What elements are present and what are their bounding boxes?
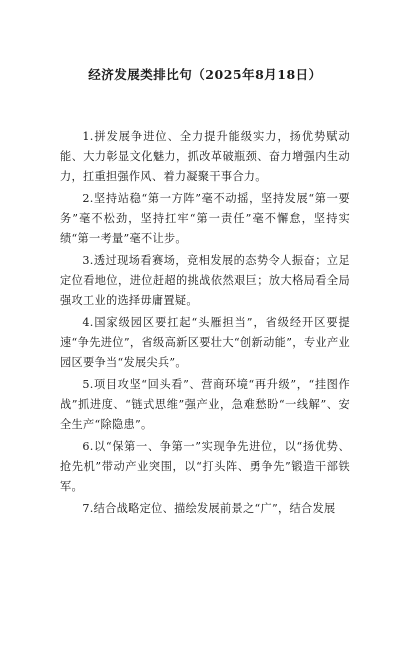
paragraph-7: 7.结合战略定位、描绘发展前景之“广”，结合发展 (82, 502, 336, 515)
paragraph-3: 3.透过现场看赛场，竞相发展的态势令人振奋；立足定位看地位，进位赶超的挑战依然艰巨；放大格局看全局强攻工业的选择毋庸置疑。 (60, 254, 350, 307)
document-page (0, 67, 410, 647)
paragraph-5: 5.项目攻坚“回头看”、营商环境“再升级”，“挂图作战”抓进度、“链式思维”强产业，急难愁盼“一线解”、安全生产“除隐患”。 (60, 378, 350, 431)
paragraph-6: 6.以“保第一、争第一”实现争先进位，以“扬优势、抢先机”带动产业突围，以“打头阵、勇争先”锻造干部铁军。 (60, 440, 350, 493)
document-title: 经济发展类排比句（2025年8月18日） (88, 67, 322, 82)
paragraph-1: 1.拼发展争进位、全力提升能级实力，扬优势赋动能、大力彰显文化魅力，抓改革破瓶颈、奋力增强内生动力，扛重担强作风、着力凝聚干事合力。 (60, 130, 350, 183)
paragraph-4: 4.国家级园区要扛起“头雁担当”，省级经开区要提速“争先进位”，省级高新区要壮大“创新动能”，专业产业园区要争当“发展尖兵”。 (60, 316, 350, 369)
paragraph-2: 2.坚持站稳“第一方阵”毫不动摇，坚持发展“第一要务”毫不松劲，坚持扛牢“第一责任”毫不懈怠，坚持实绩“第一考量”毫不让步。 (60, 192, 350, 245)
document-body (60, 127, 350, 519)
